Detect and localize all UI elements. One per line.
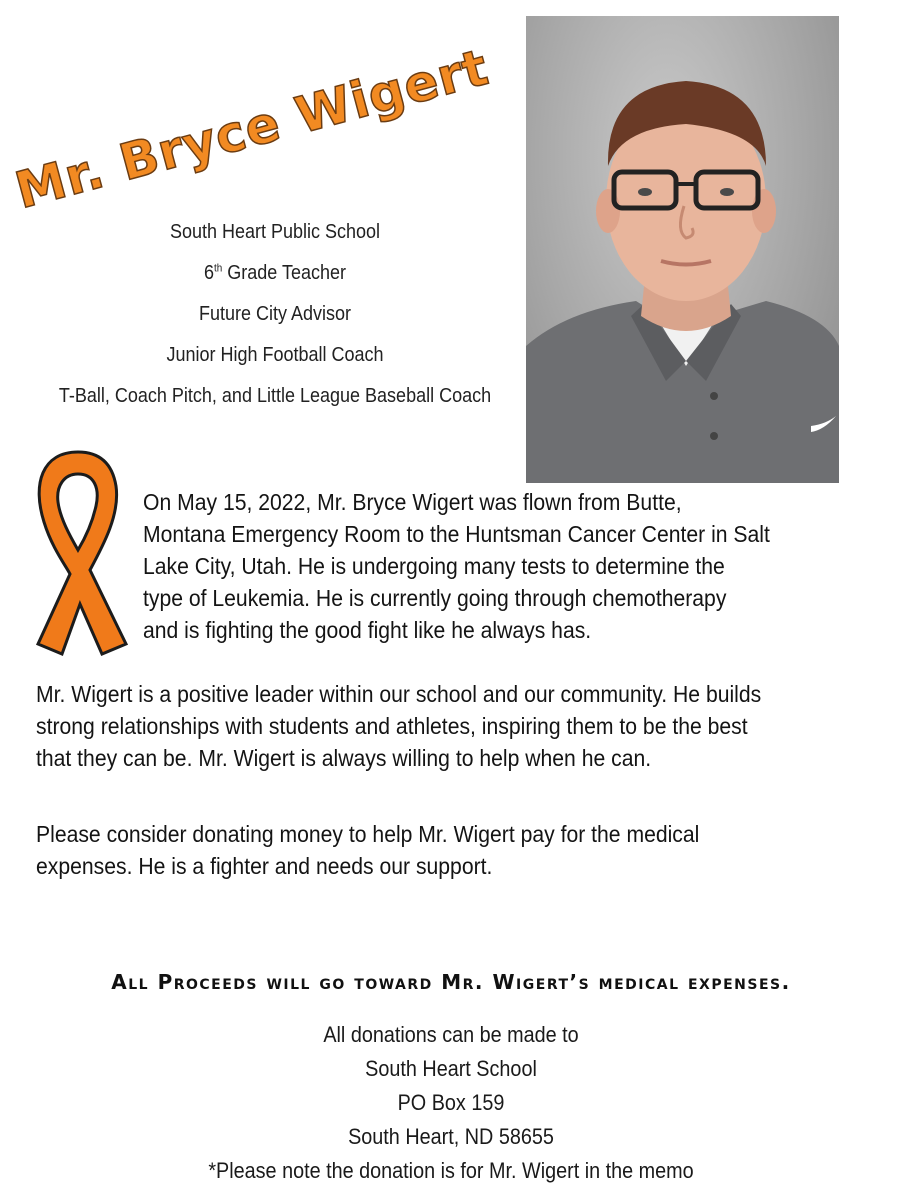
paragraph-donation-request: Please consider donating money to help Mr. Wigert pay for the medical expenses. He is a fighter and needs our support. <box>36 821 700 879</box>
donation-memo-note: *Please note the donation is for Mr. Wigert in the memo <box>208 1158 694 1183</box>
donation-line-1: All donations can be made to <box>323 1022 579 1047</box>
role-football-coach: Junior High Football Coach <box>166 344 384 366</box>
grade-number: 6 <box>203 262 214 284</box>
role-school: South Heart Public School <box>169 221 381 243</box>
donation-line-4: South Heart, ND 58655 <box>348 1124 554 1149</box>
role-advisor: Future City Advisor <box>198 303 352 325</box>
paragraph-leadership: Mr. Wigert is a positive leader within our school and our community. He builds strong relationships with students and athletes, inspiring them to be the best that they can be. Mr. Wigert is always willing to help when he can. <box>36 681 762 771</box>
roles-list <box>30 212 520 417</box>
role-baseball-coach: T-Ball, Coach Pitch, and Little League Baseball Coach <box>58 385 492 407</box>
page-title: Mr. Bryce Wigert <box>9 38 495 220</box>
grade-suffix: th <box>213 262 223 275</box>
grade-text: Grade Teacher <box>222 262 347 284</box>
paragraph-diagnosis: On May 15, 2022, Mr. Bryce Wigert was flown from Butte, Montana Emergency Room to the Huntsman Cancer Center in Salt Lake City, Utah. He is undergoing many tests to determine the type of Leukemia. He is currently going through chemotherapy and is fighting the good fight like he always has. <box>143 489 770 643</box>
proceeds-heading: All Proceeds will go toward Mr. Wigert’s medical expenses. <box>111 970 791 994</box>
donation-line-3: PO Box 159 <box>397 1090 505 1115</box>
portrait-image <box>526 16 839 483</box>
donation-line-2: South Heart School <box>365 1056 537 1081</box>
role-grade-teacher <box>55 253 496 294</box>
portrait-photo <box>526 16 839 483</box>
donation-info <box>0 1018 902 1188</box>
awareness-ribbon-icon <box>22 444 134 658</box>
